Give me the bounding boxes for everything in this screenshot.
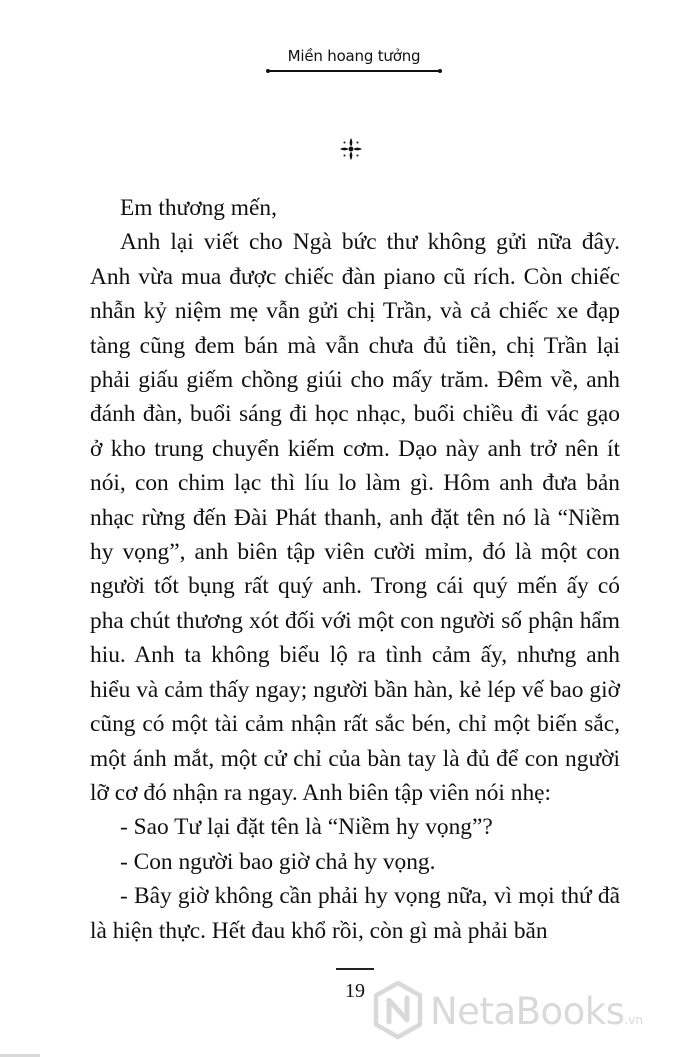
header-rule xyxy=(268,70,440,72)
dialogue-line: - Bây giờ không cần phải hy vọng nữa, vì mọi thứ đã là hiện thực. Hết đau khổ rồi, còn gì mà phải băn xyxy=(90,883,620,944)
folio-rule xyxy=(336,968,374,970)
body-text xyxy=(90,191,620,948)
salutation: Em thương mến, xyxy=(120,195,277,221)
fleuron-icon xyxy=(338,136,364,162)
page-number: 19 xyxy=(345,980,365,1002)
watermark-brand: NetaBooks xyxy=(430,990,625,1033)
dialogue-line: - Sao Tư lại đặt tên là “Niềm hy vọng”? xyxy=(120,814,493,841)
running-title: Miền hoang tưởng xyxy=(287,47,421,65)
watermark-text xyxy=(430,990,643,1033)
running-header xyxy=(268,46,440,66)
watermark-suffix: .vn xyxy=(624,1013,644,1027)
netabooks-logo-icon xyxy=(372,980,424,1040)
paragraph: Anh lại viết cho Ngà bức thư không gửi nữa đây. Anh vừa mua được chiếc đàn piano cũ rích. Còn chiếc nhẫn kỷ niệm mẹ vẫn gửi chị Trần, và cả chiếc xe đạp tàng cũng đem bán mà vẫn chưa đủ tiền, chị Trần lại phải giấu giếm chồng giúi cho mấy trăm. Đêm về, anh đánh đàn, buổi sáng đi học nhạc, buổi chiều đi vác gạo ở kho trung chuyển kiếm cơm. Dạo này anh trở nên ít nói, con chim lạc thì líu lo làm gì. Hôm anh đưa bản nhạc rừng đến Đài Phát thanh, anh đặt tên nó là “Niềm hy vọng”, anh biên tập viên cười mỉm, đó là một con người tốt bụng rất quý anh. Trong cái quý mến ấy có pha chút thương xót đối với một con người số phận hẩm hiu. Anh ta không biểu lộ ra tình cảm ấy, nhưng anh hiểu và cảm thấy ngay; người bần hàn, kẻ lép vế bao giờ cũng có một tài cảm nhận rất sắc bén, chỉ một biến sắc, một ánh mắt, một cử chỉ của bàn tay là đủ để con người lỡ cơ đó nhận ra ngay. Anh biên tập viên nói nhẹ: xyxy=(90,229,620,806)
dialogue-line: - Con người bao giờ chả hy vọng. xyxy=(120,848,436,875)
watermark xyxy=(368,976,688,1046)
